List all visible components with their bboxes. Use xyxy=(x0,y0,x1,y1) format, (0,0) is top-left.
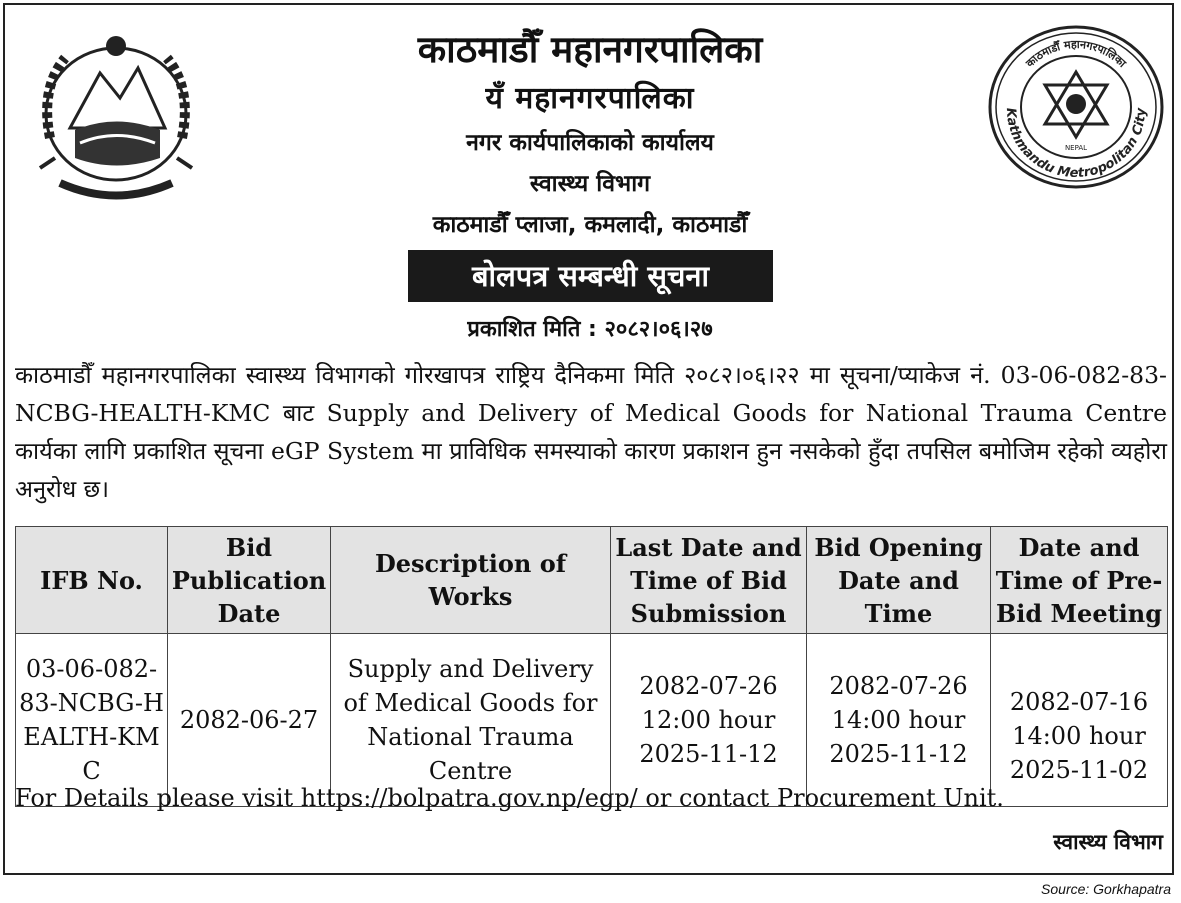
pre-bid-date-ad: 2025-11-02 xyxy=(1009,756,1149,784)
pre-bid-time: 14:00 hour xyxy=(1012,722,1146,750)
header-pre-bid: Date and Time of Pre-Bid Meeting xyxy=(991,527,1168,634)
details-text: For Details please visit https://bolpatra.gov.np/egp/ or contact Procurement Unit. xyxy=(15,784,1004,812)
header-submission: Last Date and Time of Bid Submission xyxy=(611,527,807,634)
cell-submission xyxy=(611,634,807,807)
opening-date-ad: 2025-11-12 xyxy=(829,740,968,768)
office-subtitle: नगर कार्यपालिकाको कार्यालय xyxy=(466,130,714,156)
notice-body: काठमाडौँ महानगरपालिका स्वास्थ्य विभागको गोरखापत्र राष्ट्रिय दैनिकमा मिति २०८२।०६।२२ मा सूचना/प्याकेज नं. 03-06-082-83-NCBG-HEALTH-KMC बाट Supply and Delivery of Medical Goods for National Trauma Centre कार्यका लागि प्रकाशित सूचना eGP System मा प्राविधिक समस्याको कारण प्रकाशन हुन नसकेको हुँदा तपसिल बमोजिम रहेको व्यहोरा अनुरोध छ। xyxy=(15,361,1167,503)
office-name: काठमाडौँ महानगरपालिका xyxy=(417,28,763,71)
publication-date: प्रकाशित मिति : २०८२।०६।२७ xyxy=(467,317,713,342)
department-name: स्वास्थ्य विभाग xyxy=(529,171,651,197)
office-address: काठमाडौँ प्लाजा, कमलादी, काठमाडौँ xyxy=(432,212,748,238)
cell-pre-bid xyxy=(991,634,1168,807)
cell-opening xyxy=(807,634,991,807)
svg-text:NEPAL: NEPAL xyxy=(1064,144,1088,152)
submission-date-bs: 2082-07-26 xyxy=(639,672,778,700)
header-ifb-no: IFB No. xyxy=(16,527,168,634)
notice-title: बोलपत्र सम्बन्धी सूचना xyxy=(408,250,773,302)
cell-description: Supply and Delivery of Medical Goods for National Trauma Centre xyxy=(331,634,611,807)
table-header-row xyxy=(16,527,1168,634)
submission-date-ad: 2025-11-12 xyxy=(639,740,778,768)
department-signature: स्वास्थ्य विभाग xyxy=(1053,830,1163,854)
bid-table xyxy=(15,526,1168,807)
submission-time: 12:00 hour xyxy=(641,706,776,734)
svg-text:काठमाडौँ महानगरपालिका: काठमाडौँ महानगरपालिका xyxy=(1023,37,1129,71)
header-description: Description of Works xyxy=(331,527,611,634)
opening-date-bs: 2082-07-26 xyxy=(829,672,968,700)
opening-time: 14:00 hour xyxy=(831,706,966,734)
office-name-stylized: यँ महानगरपालिका xyxy=(485,81,695,116)
table-row xyxy=(16,634,1168,807)
cell-publication-date: 2082-06-27 xyxy=(168,634,331,807)
source-credit: Source: Gorkhapatra xyxy=(1041,881,1171,897)
cell-ifb-no: 03-06-082-83-NCBG-HEALTH-KMC xyxy=(16,634,168,807)
kmc-seal-icon xyxy=(985,22,1167,192)
pre-bid-date-bs: 2082-07-16 xyxy=(1009,688,1149,716)
header-opening: Bid Opening Date and Time xyxy=(807,527,991,634)
header-publication-date: Bid Publication Date xyxy=(168,527,331,634)
svg-text:Kathmandu Metropolitan City: Kathmandu Metropolitan City xyxy=(1002,107,1150,182)
nepal-emblem-icon xyxy=(20,18,212,203)
